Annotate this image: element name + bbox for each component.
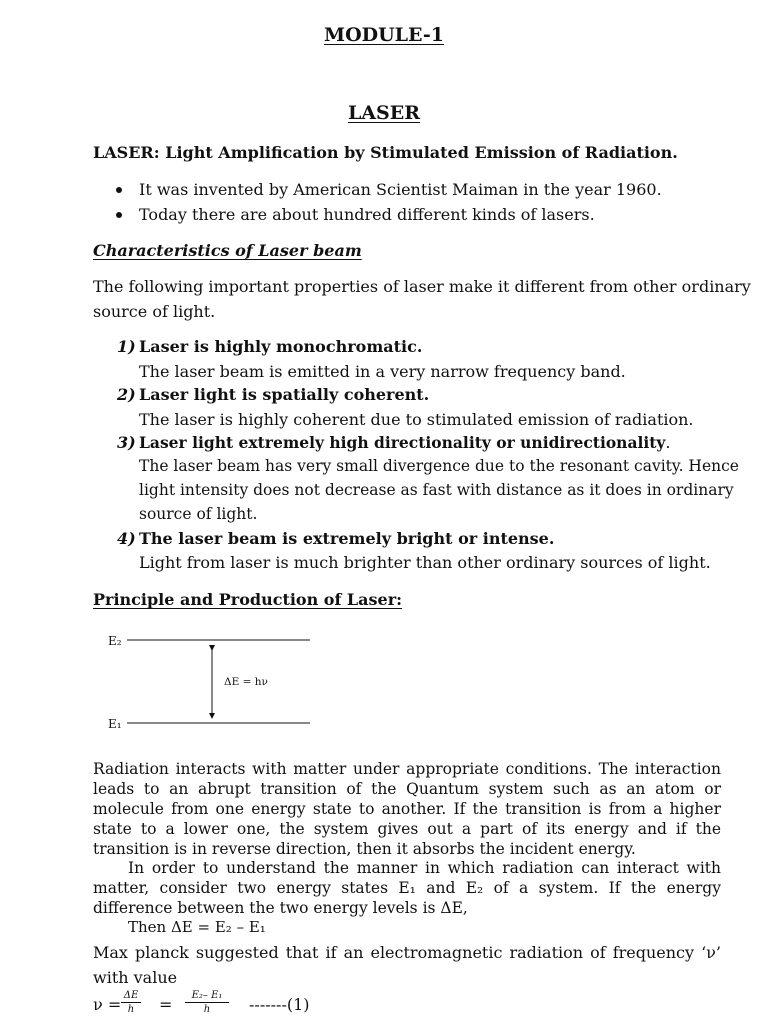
energy-level-diagram	[100, 628, 320, 738]
fraction-bar	[185, 1002, 229, 1003]
principle-heading: Principle and Production of Laser:	[93, 590, 403, 609]
fraction-denominator: h	[127, 1004, 135, 1015]
fraction-numerator: ΔE	[123, 990, 139, 1001]
module-heading: MODULE-1	[324, 24, 444, 46]
item-title-text: Laser light extremely high directionality or unidirectionality	[139, 433, 666, 452]
bullet-icon	[116, 212, 122, 218]
item-title: Laser is highly monochromatic.	[139, 337, 423, 356]
item-text: source of light.	[139, 505, 258, 523]
formula-fraction-2	[185, 990, 229, 1015]
item-text: light intensity does not decrease as fast with distance as it does in ordinary	[139, 481, 734, 499]
formula-fraction-1	[121, 990, 141, 1015]
item-title-period: .	[665, 434, 671, 452]
characteristics-intro-cont: source of light.	[93, 302, 216, 321]
item-title: Laser light is spatially coherent.	[139, 385, 430, 404]
formula-equals: =	[159, 995, 173, 1014]
item-text: The laser beam is emitted in a very narrow frequency band.	[139, 362, 626, 381]
bullet-item: It was invented by American Scientist Maiman in the year 1960.	[139, 180, 662, 199]
bullet-icon	[116, 187, 122, 193]
item-number: 3)	[117, 433, 136, 452]
paragraph-energy-states: In order to understand the manner in which radiation can interact with matter, consider two energy states E₁ and E₂ of a system. If the energy difference between the two energy levels is ΔE,	[93, 859, 721, 917]
item-number: 2)	[117, 385, 136, 404]
item-number: 1)	[117, 337, 136, 356]
item-text: The laser is highly coherent due to stimulated emission of radiation.	[139, 410, 694, 429]
laser-definition: LASER: Light Amplification by Stimulated Emission of Radiation.	[93, 143, 678, 162]
equation-energy-difference: Then ΔE = E₂ – E₁	[128, 918, 266, 936]
characteristics-heading: Characteristics of Laser beam	[93, 241, 362, 260]
energy-gap-label: ΔE = hν	[224, 676, 268, 688]
item-text: Light from laser is much brighter than other ordinary sources of light.	[139, 553, 711, 572]
formula-equation-tag: -------(1)	[249, 995, 310, 1014]
item-title	[139, 433, 670, 452]
item-title: The laser beam is extremely bright or intense.	[139, 529, 555, 548]
characteristics-intro: The following important properties of laser make it different from other ordinary	[93, 277, 751, 296]
item-text: The laser beam has very small divergence due to the resonant cavity. Hence	[139, 457, 739, 475]
paragraph-planck: Max planck suggested that if an electromagnetic radiation of frequency ‘ν’ with value	[93, 943, 721, 987]
fraction-denominator: h	[203, 1004, 211, 1015]
item-number: 4)	[117, 529, 136, 548]
fraction-numerator: E₂– E₁	[191, 990, 223, 1001]
paragraph-radiation-interaction: Radiation interacts with matter under appropriate conditions. The interaction leads to an abrupt transition of the Quantum system such as an atom or molecule from one energy state to another. If the transition is from a higher state to a lower one, the system gives out a part of its energy and if the transition is in reverse direction, then it absorbs the incident energy.	[93, 760, 721, 858]
formula-lhs: ν =	[93, 995, 122, 1014]
lower-level-label: E₁	[108, 717, 122, 731]
fraction-bar	[121, 1002, 141, 1003]
upper-level-label: E₂	[108, 634, 122, 648]
page-title: LASER	[347, 102, 421, 124]
bullet-item: Today there are about hundred different kinds of lasers.	[139, 205, 595, 224]
